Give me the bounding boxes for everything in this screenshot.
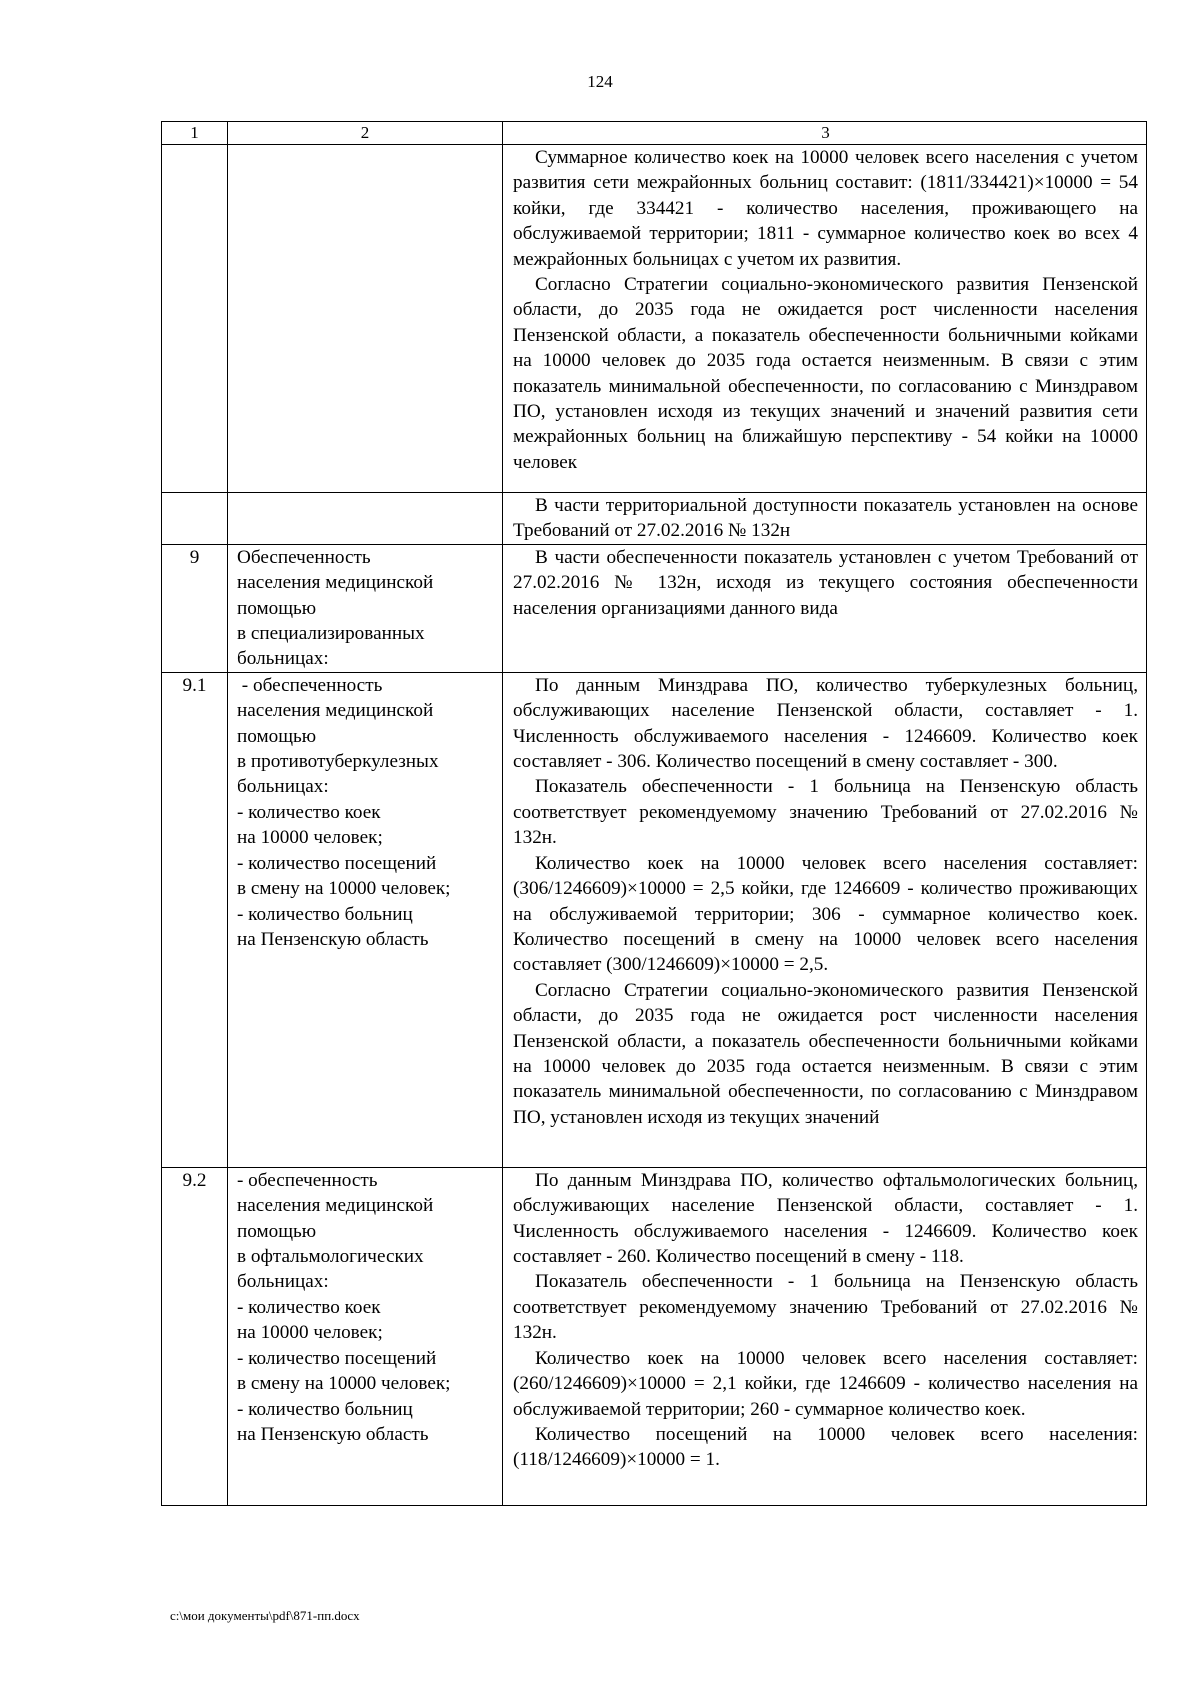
justification-text xyxy=(503,544,1147,672)
justification-paragraph: Количество посещений на 10000 человек всего населения: (118/1246609)×10000 = 1. xyxy=(513,1423,1138,1471)
indicator-name-line: - обеспеченность xyxy=(237,1169,378,1191)
indicator-name-line: на 10000 человек; xyxy=(237,1322,383,1344)
justification-paragraph: Суммарное количество коек на 10000 человек всего населения с учетом развития сети межрайонных больниц составит: (1811/334421)×10000 = 54 койки, где 334421 - количество населения, проживающего на обслуживаемой территории; 1811 - суммарное количество коек во всех 4 межрайонных больницах с учетом их развития. xyxy=(513,147,1138,270)
justification-paragraph: Согласно Стратегии социально-экономического развития Пензенской области, до 2035 года не ожидается рост численности населения Пензенской области, а показатель обеспеченности больничными койками на 10000 человек до 2035 года остается неизменным. В связи с этим показатель минимальной обеспеченности, по согласованию с Минздравом ПО, установлен исходя из текущих значений xyxy=(513,979,1138,1128)
indicator-name-line: больницах: xyxy=(237,648,329,670)
row-number: 9.2 xyxy=(162,1167,228,1505)
indicator-name-line: на Пензенскую область xyxy=(237,1423,429,1445)
indicator-name-line: помощью xyxy=(237,725,317,747)
indicator-name-line: - обеспеченность xyxy=(237,674,383,696)
header-col-3: 3 xyxy=(503,122,1147,145)
indicator-name-line: на Пензенскую область xyxy=(237,928,429,950)
indicator-name-line: Обеспеченность xyxy=(237,546,371,568)
justification-paragraph: В части территориальной доступности показатель установлен на основе Требований от 27.02.2016 № 132н xyxy=(513,495,1138,542)
indicator-name xyxy=(228,145,503,493)
justification-text xyxy=(503,145,1147,493)
justification-text xyxy=(503,672,1147,1167)
indicator-name-line: населения медицинской xyxy=(237,700,434,722)
indicator-name xyxy=(228,493,503,545)
row-number xyxy=(162,145,228,493)
table-row xyxy=(162,493,1147,545)
justification-paragraph: Показатель обеспеченности - 1 больница на Пензенскую область соответствует рекомендуемому значению Требований от 27.02.2016 № 132н. xyxy=(513,776,1138,849)
table-row xyxy=(162,1167,1147,1505)
indicator-name-line: в противотуберкулезных xyxy=(237,751,439,773)
justification-paragraph: Количество коек на 10000 человек всего населения составляет: (306/1246609)×10000 = 2,5 койки, где 1246609 - количество проживающих на обслуживаемой территории; 306 - суммарное количество коек. Количество посещений в смену на 10000 человек всего населения составляет (300/1246609)×10000 = 2,5. xyxy=(513,852,1138,976)
indicator-name-line: больницах: xyxy=(237,776,329,798)
indicator-name-line: помощью xyxy=(237,1220,317,1242)
table-row xyxy=(162,145,1147,493)
row-number: 9.1 xyxy=(162,672,228,1167)
justification-paragraph: По данным Минздрава ПО, количество офтальмологических больниц, обслуживающих население Пензенской области, составляет - 1. Численность обслуживаемого населения - 1246609. Количество коек составляет - 260. Количество посещений в смену - 118. xyxy=(513,1169,1138,1268)
indicator-name xyxy=(228,672,503,1167)
table-header-row xyxy=(162,122,1147,145)
justification-paragraph: Согласно Стратегии социально-экономического развития Пензенской области, до 2035 года не ожидается рост численности населения Пензенской области, а показатель обеспеченности больничными койками на 10000 человек до 2035 года остается неизменным. В связи с этим показатель минимальной обеспеченности, по согласованию с Минздравом ПО, установлен исходя из текущих значений и значений развития сети межрайонных больниц на ближайшую перспективу - 54 койки на 10000 человек xyxy=(513,274,1138,473)
indicator-name-line: - количество больниц xyxy=(237,903,413,925)
content-table xyxy=(161,121,1147,1506)
justification-text xyxy=(503,493,1147,545)
indicator-name-line: населения медицинской xyxy=(237,572,434,594)
justification-text xyxy=(503,1167,1147,1505)
justification-paragraph: В части обеспеченности показатель установлен с учетом Требований от 27.02.2016 № 132н, исходя из текущего состояния обеспеченности населения организациями данного вида xyxy=(513,546,1138,619)
indicator-name-line: - количество посещений xyxy=(237,852,437,874)
indicator-name-line: больницах: xyxy=(237,1271,329,1293)
indicator-name-line: в специализированных xyxy=(237,623,425,645)
indicator-name-line: - количество посещений xyxy=(237,1347,437,1369)
indicator-name-line: - количество больниц xyxy=(237,1398,413,1420)
indicator-name-line: населения медицинской xyxy=(237,1195,434,1217)
row-number: 9 xyxy=(162,544,228,672)
justification-paragraph: Количество коек на 10000 человек всего населения составляет: (260/1246609)×10000 = 2,1 койки, где 1246609 - количество населения на обслуживаемой территории; 260 - суммарное количество коек. xyxy=(513,1347,1138,1420)
justification-paragraph: По данным Минздрава ПО, количество туберкулезных больниц, обслуживающих население Пензенской области, составляет - 1. Численность обслуживаемого населения - 1246609. Количество коек составляет - 306. Количество посещений в смену составляет - 300. xyxy=(513,674,1138,773)
indicator-name-line: в смену на 10000 человек; xyxy=(237,1373,451,1395)
header-col-2: 2 xyxy=(228,122,503,145)
indicator-name-line: помощью xyxy=(237,597,317,619)
header-col-1: 1 xyxy=(162,122,228,145)
table-row xyxy=(162,544,1147,672)
indicator-name-line: в смену на 10000 человек; xyxy=(237,878,451,900)
indicator-name xyxy=(228,544,503,672)
footer-file-path: c:\мои документы\pdf\871-пп.docx xyxy=(170,1608,360,1623)
indicator-name-line: - количество коек xyxy=(237,1296,381,1318)
indicator-name-line: - количество коек xyxy=(237,801,381,823)
indicator-name-line: в офтальмологических xyxy=(237,1246,424,1268)
page-number: 124 xyxy=(587,72,613,91)
row-number xyxy=(162,493,228,545)
table-row xyxy=(162,672,1147,1167)
indicator-name-line: на 10000 человек; xyxy=(237,827,383,849)
indicator-name xyxy=(228,1167,503,1505)
justification-paragraph: Показатель обеспеченности - 1 больница на Пензенскую область соответствует рекомендуемому значению Требований от 27.02.2016 № 132н. xyxy=(513,1271,1138,1344)
